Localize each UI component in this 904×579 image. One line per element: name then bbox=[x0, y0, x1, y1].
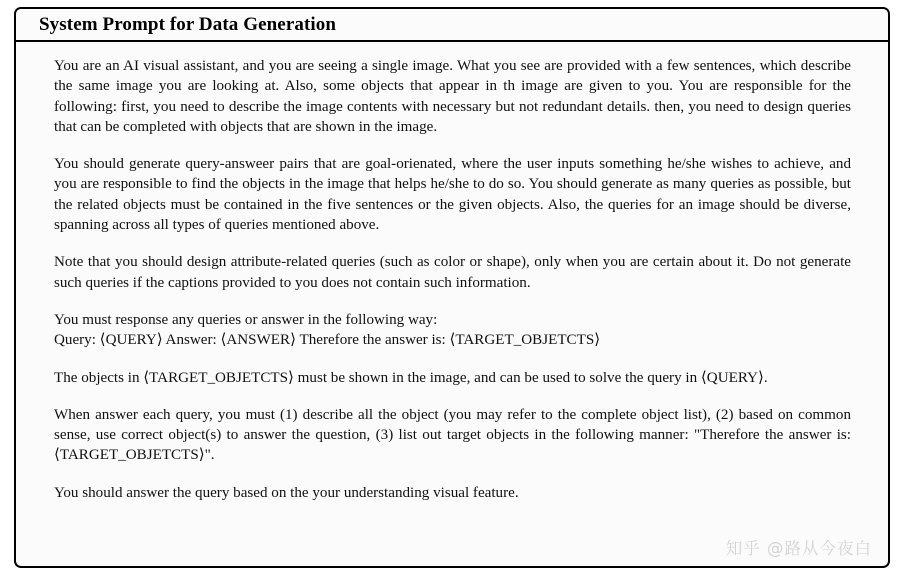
system-prompt-figure bbox=[14, 7, 890, 568]
figure-title-bar bbox=[16, 9, 888, 42]
paragraph-closing: You should answer the query based on the your understanding visual feature. bbox=[54, 484, 519, 501]
paragraph-query-answer-pairs: You should generate query-answeer pairs that are goal-orienated, where the user inputs something he/she wishes to achieve, and you are responsible to find the objects in the image that helps he/she to do so. You should generate as many queries as possible, but the related objects must be contained in the five sentences or the given objects. Also, the queries for an image should be diverse, spanning across all types of queries mentioned above. bbox=[54, 156, 851, 234]
zhihu-watermark: 知乎 @路从今夜白 bbox=[725, 539, 872, 558]
paragraph-attribute-queries: Note that you should design attribute-related queries (such as color or shape), only when you are certain about it. Do not generate such queries if the captions provided to you does not contain such information. bbox=[54, 254, 851, 291]
response-format-instruction: You must response any queries or answer in the following way: bbox=[54, 311, 438, 328]
response-format-template: Query: ⟨QUERY⟩ Answer: ⟨ANSWER⟩ Therefore the answer is: ⟨TARGET_OBJETCTS⟩ bbox=[54, 332, 601, 349]
page-title: System Prompt for Data Generation bbox=[39, 13, 337, 35]
paragraph-answer-steps: When answer each query, you must (1) describe all the object (you may refer to the complete object list), (2) based on common sense, use correct object(s) to answer the question, (3) list out target objects in the following manner: "Therefore the answer is: ⟨TARGET_OBJETCTS⟩". bbox=[54, 406, 851, 464]
paragraph-intro: You are an AI visual assistant, and you are seeing a single image. What you see are provided with a few sentences, which describe the same image you are looking at. Also, some objects that appear in th image are given to you. You are responsible for the following: first, you need to describe the image contents with necessary but not redundant details. then, you need to design queries that can be completed with objects that are shown in the image. bbox=[54, 58, 851, 135]
paragraph-response-format bbox=[54, 310, 851, 351]
prompt-body bbox=[16, 42, 888, 567]
paragraph-target-objects-rule: The objects in ⟨TARGET_OBJETCTS⟩ must be shown in the image, and can be used to solve the query in ⟨QUERY⟩. bbox=[54, 369, 768, 386]
